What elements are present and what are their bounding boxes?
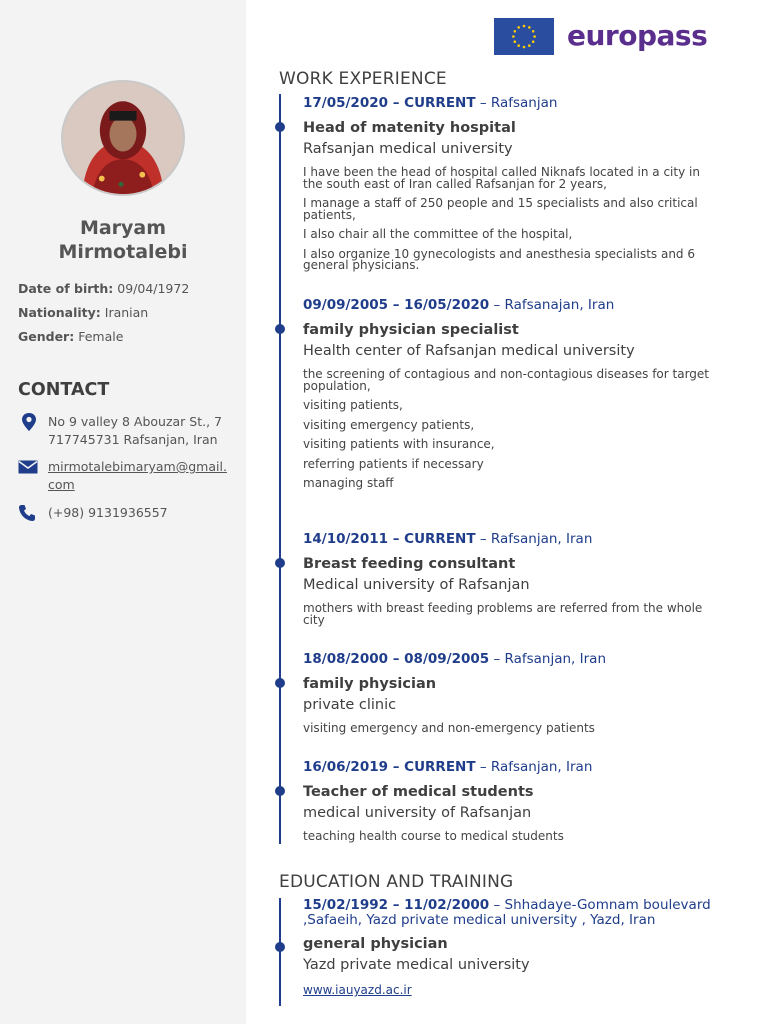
timeline-dot bbox=[275, 558, 285, 568]
entry-date: 16/06/2019 – CURRENT – Rafsanjan, Iran bbox=[303, 759, 593, 775]
profile-photo-image bbox=[63, 82, 183, 194]
work-entry-2 bbox=[303, 296, 723, 498]
timeline-dot bbox=[275, 942, 285, 952]
eu-flag-icon bbox=[494, 18, 554, 55]
phone-icon bbox=[18, 504, 40, 522]
nationality-value: Iranian bbox=[104, 305, 149, 320]
work-experience-heading: WORK EXPERIENCE bbox=[279, 69, 447, 89]
entry-role: Breast feeding consultant bbox=[303, 556, 516, 572]
nationality-label: Nationality: bbox=[18, 305, 101, 320]
entry-role: Teacher of medical students bbox=[303, 784, 534, 800]
gender-value: Female bbox=[78, 329, 124, 344]
entry-organization: Health center of Rafsanjan medical university bbox=[303, 343, 635, 359]
entry-date: 18/08/2000 – 08/09/2005 – Rafsanjan, Iran bbox=[303, 651, 607, 667]
work-entry-1 bbox=[303, 94, 723, 280]
location-pin-icon bbox=[18, 413, 40, 431]
sidebar bbox=[0, 0, 246, 1024]
gender-label: Gender: bbox=[18, 329, 75, 344]
phone-text: (+98) 9131936557 bbox=[48, 505, 168, 520]
entry-organization: Medical university of Rafsanjan bbox=[303, 577, 530, 593]
entry-organization: medical university of Rafsanjan bbox=[303, 805, 532, 821]
entry-description: visiting emergency and non-emergency patients bbox=[303, 721, 595, 735]
profile-photo bbox=[61, 80, 185, 196]
entry-date: 17/05/2020 – CURRENT – Rafsanjan bbox=[303, 95, 558, 111]
timeline-dot bbox=[275, 678, 285, 688]
entry-role: Head of matenity hospital bbox=[303, 120, 516, 136]
europass-logo: europass bbox=[567, 19, 708, 52]
entry-date: 15/02/1992 – 11/02/2000 – Shhadaye-Gomnam boulevard ,Safaeih, Yazd private medical university , Yazd, Iran bbox=[303, 897, 711, 928]
entry-organization: private clinic bbox=[303, 697, 397, 713]
name-last: Mirmotalebi bbox=[58, 241, 188, 263]
candidate-name bbox=[0, 216, 246, 264]
contact-heading: CONTACT bbox=[18, 380, 110, 400]
education-timeline-line bbox=[279, 898, 281, 1006]
entry-description: teaching health course to medical students bbox=[303, 829, 564, 843]
envelope-icon bbox=[18, 458, 40, 476]
work-entry-3 bbox=[303, 530, 723, 634]
entry-description: mothers with breast feeding problems are referred from the whole city bbox=[303, 601, 703, 627]
entry-organization: Yazd private medical university bbox=[303, 957, 530, 973]
entry-description: I have been the head of hospital called Niknafs located in a city in the south east of Iran called Rafsanjan for 2 years, I manage a staff of 250 people and 15 specialists and also critical patients, I also chair all the committee of the hospital, I also organize 10 gynecologists and anesthesia specialists and 6 general physicians. bbox=[303, 165, 700, 272]
nationality bbox=[18, 305, 148, 320]
timeline-dot bbox=[275, 786, 285, 796]
email-link[interactable]: mirmotalebimaryam@gmail.com bbox=[48, 459, 227, 492]
entry-role: general physician bbox=[303, 936, 448, 952]
date-of-birth bbox=[18, 281, 189, 296]
education-entry bbox=[303, 898, 723, 998]
work-entry-4 bbox=[303, 650, 723, 743]
work-entry-5 bbox=[303, 758, 723, 851]
name-first: Maryam bbox=[79, 217, 167, 239]
entry-role: family physician specialist bbox=[303, 322, 519, 338]
timeline-dot bbox=[275, 324, 285, 334]
entry-date: 09/09/2005 – 16/05/2020 – Rafsanajan, Iran bbox=[303, 297, 615, 313]
entry-organization: Rafsanjan medical university bbox=[303, 141, 513, 157]
dob-label: Date of birth: bbox=[18, 281, 114, 296]
gender bbox=[18, 329, 123, 344]
university-website-link[interactable]: www.iauyazd.ac.ir bbox=[303, 983, 412, 997]
entry-role: family physician bbox=[303, 676, 437, 692]
dob-value: 09/04/1972 bbox=[117, 281, 190, 296]
education-heading: EDUCATION AND TRAINING bbox=[279, 872, 514, 892]
work-timeline-line bbox=[279, 94, 281, 844]
timeline-dot bbox=[275, 122, 285, 132]
entry-description: the screening of contagious and non-contagious diseases for target population, visiting patients, visiting emergency patients, visiting patients with insurance, referring patients if necessary managing staff bbox=[303, 367, 710, 490]
address-text: No 9 valley 8 Abouzar St., 7717745731 Rafsanjan, Iran bbox=[48, 414, 222, 447]
entry-date: 14/10/2011 – CURRENT – Rafsanjan, Iran bbox=[303, 531, 593, 547]
